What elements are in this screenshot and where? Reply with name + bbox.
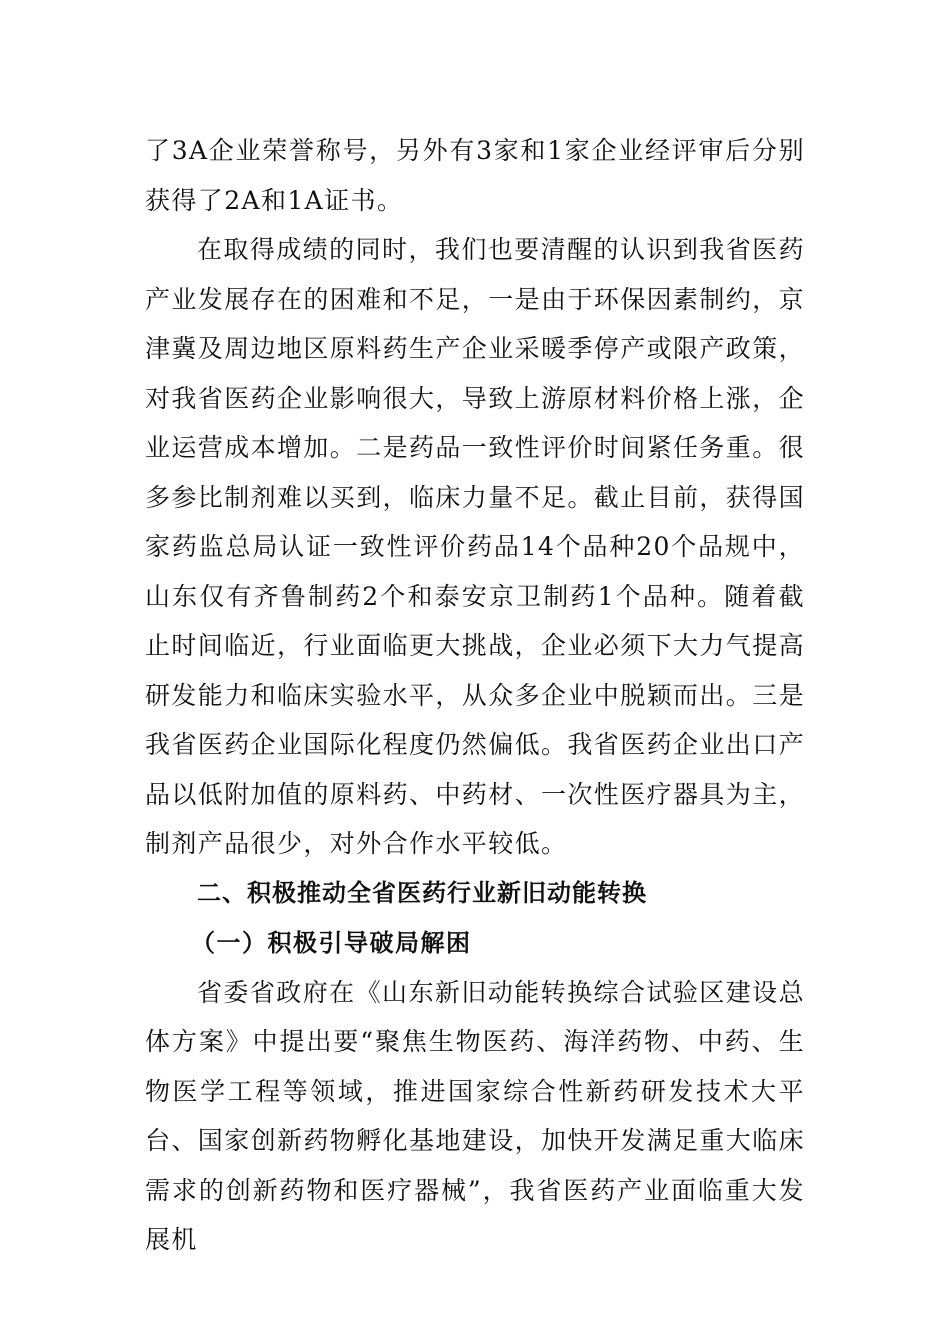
section-heading: 二、积极推动全省医药行业新旧动能转换: [197, 878, 647, 907]
paragraph-continued: 了3A企业荣誉称号，另外有3家和1家企业经评审后分别获得了2A和1A证书。: [145, 136, 805, 215]
paragraph-plan: 省委省政府在《山东新旧动能转换综合试验区建设总体方案》中提出要“聚焦生物医药、海洋药物、中药、生物医学工程等领域，推进国家综合性新药研发技术大平台、国家创新药物孵化基地建设，加快开发满足重大临床需求的创新药物和医疗器械”，我省医药产业面临重大发展机: [145, 977, 806, 1254]
paragraph-difficulties: 在取得成绩的同时，我们也要清醒的认识到我省医药产业发展存在的困难和不足，一是由于环保因素制约，京津冀及周边地区原料药生产企业采暖季停产或限产政策，对我省医药企业影响很大，导致上游原材料价格上涨，企业运营成本增加。二是药品一致性评价时间紧任务重。很多参比制剂难以买到，临床力量不足。截止目前，获得国家药监总局认证一致性评价药品14个品种20个品规中，山东仅有齐鲁制药2个和泰安京卫制药1个品种。随着截止时间临近，行业面临更大挑战，企业必须下大力气提高研发能力和临床实验水平，从众多企业中脱颖而出。三是我省医药企业国际化程度仍然偏低。我省医药企业出口产品以低附加值的原料药、中药材、一次性医疗器具为主，制剂产品很少，对外合作水平较低。: [145, 235, 806, 858]
document-body: [145, 126, 805, 1265]
subsection-heading: （一）积极引导破局解困: [191, 928, 472, 957]
